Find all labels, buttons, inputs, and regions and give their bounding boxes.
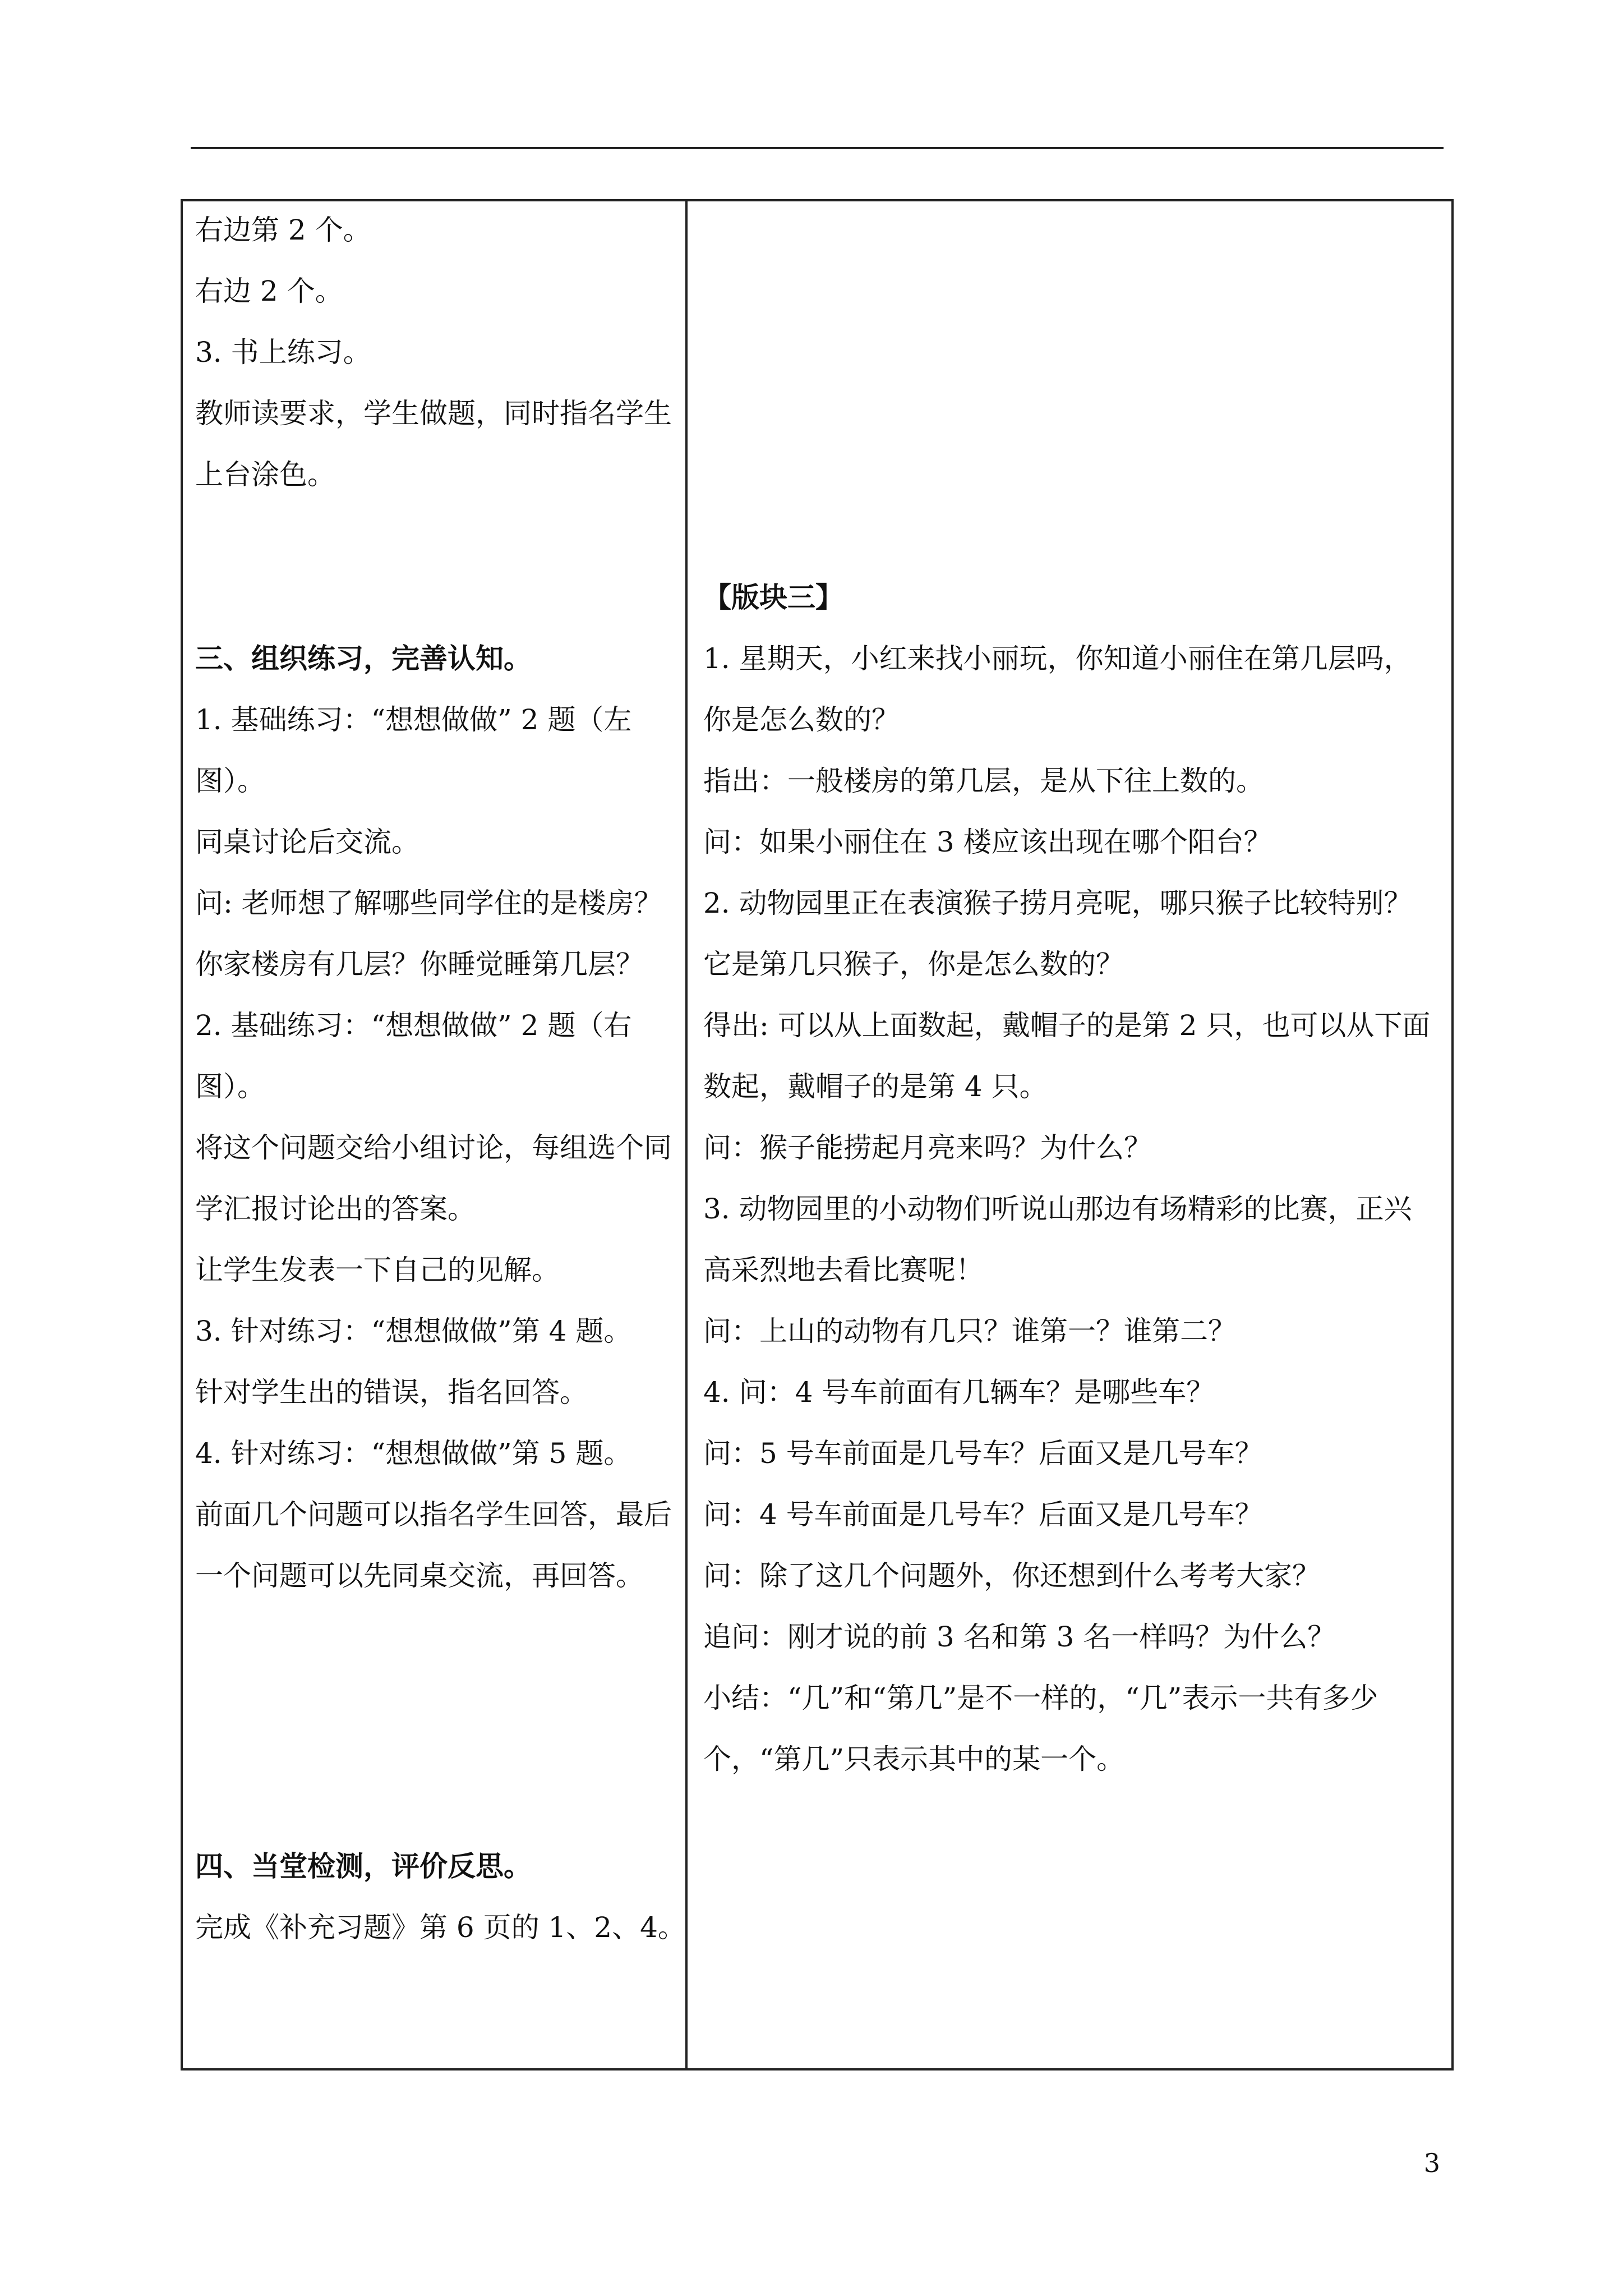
left-line: 问: 老师想了解哪些同学住的是楼房？ — [195, 887, 662, 919]
left-line: 3. 书上练习。 — [195, 336, 371, 369]
right-line: 问：猴子能捞起月亮来吗？为什么？ — [703, 1131, 1152, 1164]
right-line: 个，“第几”只表示其中的某一个。 — [703, 1743, 1125, 1775]
right-line: 4. 问：4 号车前面有几辆车？是哪些车？ — [703, 1376, 1215, 1409]
left-line: 将这个问题交给小组讨论，每组选个同 — [195, 1131, 672, 1164]
left-line: 前面几个问题可以指名学生回答，最后 — [195, 1498, 672, 1531]
left-line: 2. 基础练习：“想想做做” 2 题（右 — [195, 1009, 632, 1042]
right-line: 问：4 号车前面是几号车？后面又是几号车？ — [703, 1498, 1263, 1531]
table-column-divider — [685, 199, 688, 2070]
right-line: 数起，戴帽子的是第 4 只。 — [703, 1070, 1048, 1103]
block-three-heading: 【版块三】 — [703, 581, 843, 614]
page-number: 3 — [1423, 2148, 1440, 2178]
left-line: 上台涂色。 — [195, 458, 335, 491]
right-line: 它是第几只猴子，你是怎么数的？ — [703, 948, 1124, 981]
section-heading-four: 四、当堂检测，评价反思。 — [195, 1849, 532, 1883]
left-line: 4. 针对练习：“想想做做”第 5 题。 — [195, 1437, 632, 1470]
header-rule — [191, 147, 1444, 149]
right-line: 问：上山的动物有几只？谁第一？谁第二？ — [703, 1315, 1236, 1347]
left-line: 你家楼房有几层？你睡觉睡第几层？ — [195, 948, 644, 981]
left-line: 右边第 2 个。 — [195, 214, 371, 246]
right-line: 高采烈地去看比赛呢！ — [703, 1254, 984, 1286]
right-line: 追问：刚才说的前 3 名和第 3 名一样吗？为什么？ — [703, 1621, 1336, 1653]
left-line: 让学生发表一下自己的见解。 — [195, 1254, 560, 1286]
left-line: 右边 2 个。 — [195, 275, 343, 307]
right-line: 问：除了这几个问题外，你还想到什么考考大家？ — [703, 1559, 1320, 1592]
left-line: 学汇报讨论出的答案。 — [195, 1193, 476, 1225]
left-line: 完成《补充习题》第 6 页的 1、2、4。 — [195, 1911, 686, 1944]
left-line: 一个问题可以先同桌交流，再回答。 — [195, 1559, 644, 1592]
left-line: 图）。 — [195, 1070, 265, 1103]
right-line: 3. 动物园里的小动物们听说山那边有场精彩的比赛，正兴 — [703, 1193, 1412, 1225]
right-line: 问：5 号车前面是几号车？后面又是几号车？ — [703, 1437, 1263, 1470]
left-line: 图）。 — [195, 765, 265, 797]
right-line: 2. 动物园里正在表演猴子捞月亮呢，哪只猴子比较特别？ — [703, 887, 1412, 919]
left-line: 针对学生出的错误，指名回答。 — [195, 1376, 588, 1409]
right-line: 你是怎么数的？ — [703, 703, 900, 736]
right-line: 问：如果小丽住在 3 楼应该出现在哪个阳台？ — [703, 826, 1272, 858]
right-line: 指出：一般楼房的第几层，是从下往上数的。 — [703, 765, 1264, 797]
left-line: 教师读要求，学生做题，同时指名学生 — [195, 397, 672, 430]
section-heading-three: 三、组织练习，完善认知。 — [195, 642, 532, 675]
right-line: 小结：“几”和“第几”是不一样的，“几”表示一共有多少 — [703, 1682, 1378, 1714]
left-line: 3. 针对练习：“想想做做”第 4 题。 — [195, 1315, 632, 1347]
left-line: 1. 基础练习：“想想做做” 2 题（左 — [195, 703, 632, 736]
right-line: 1. 星期天，小红来找小丽玩，你知道小丽住在第几层吗， — [703, 642, 1412, 675]
left-line: 同桌讨论后交流。 — [195, 826, 419, 858]
right-line: 得出: 可以从上面数起，戴帽子的是第 2 只，也可以从下面 — [703, 1009, 1431, 1042]
